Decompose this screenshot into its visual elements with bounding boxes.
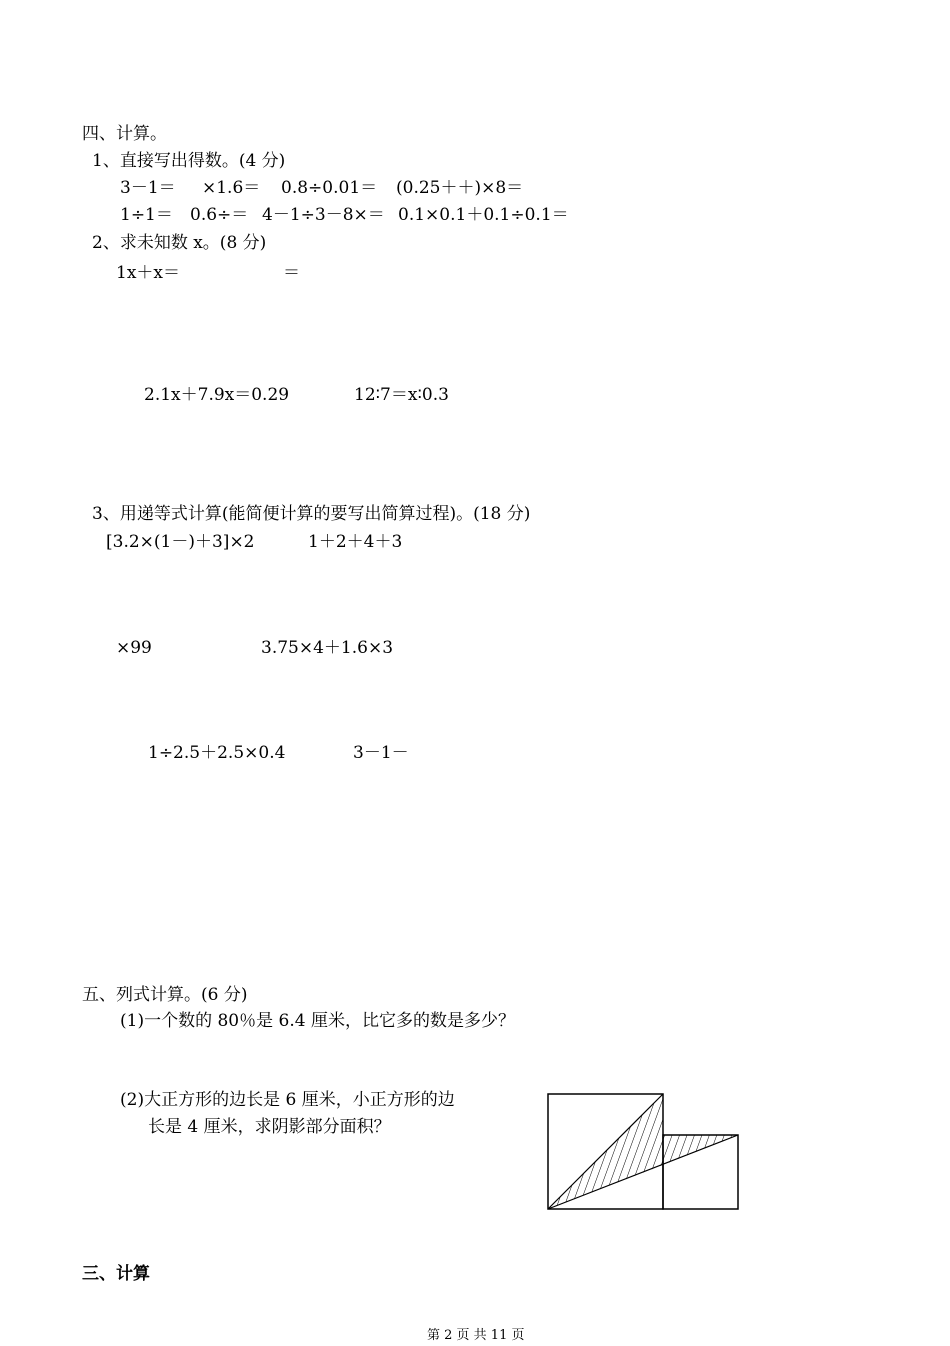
q2-equation-3: 2.1x＋7.9x＝0.29 [144, 385, 290, 405]
section-4-heading: 四、计算。 [82, 124, 167, 144]
q1-item-4: (0.25＋＋)×8＝ [396, 178, 524, 198]
q3-expression-2: 1＋2＋4＋3 [308, 532, 403, 552]
q2-equation-1: 1x＋x＝ [116, 263, 180, 283]
problem-1: (1)一个数的 80％是 6.4 厘米，比它多的数是多少？ [120, 1011, 515, 1031]
section-5-heading: 五、列式计算。(6 分) [82, 985, 248, 1005]
q1-item-5: 1÷1＝ [120, 205, 173, 225]
q1-item-3: 0.8÷0.01＝ [281, 178, 378, 198]
q3-expression-5: 1÷2.5＋2.5×0.4 [148, 743, 286, 763]
q2-equation-4: 12∶7＝x∶0.3 [354, 385, 449, 405]
section-3-heading: 三、计算 [82, 1264, 150, 1284]
q1-item-7: 4－1÷3－8×＝ [262, 205, 385, 225]
q2-equation-2: ＝ [283, 263, 300, 283]
q3-expression-3: ×99 [116, 638, 152, 658]
q1-item-2: ×1.6＝ [202, 178, 261, 198]
q3-title: 3、用递等式计算(能简便计算的要写出简算过程)。(18 分) [92, 504, 531, 524]
page-number: 第 2 页 共 11 页 [427, 1328, 525, 1343]
q1-title: 1、直接写出得数。(4 分) [92, 151, 286, 171]
problem-2-line-1: (2)大正方形的边长是 6 厘米，小正方形的边 [120, 1090, 455, 1110]
q1-item-8: 0.1×0.1＋0.1÷0.1＝ [398, 205, 569, 225]
squares-shaded-figure [546, 1092, 742, 1214]
q2-title: 2、求未知数 x。(8 分) [92, 233, 267, 253]
problem-2-line-2: 长是 4 厘米，求阴影部分面积？ [148, 1117, 391, 1137]
q1-item-6: 0.6÷＝ [190, 205, 249, 225]
q3-expression-6: 3－1－ [353, 743, 409, 763]
q1-item-1: 3－1＝ [120, 178, 176, 198]
q3-expression-1: [3.2×(1－)＋3]×2 [106, 532, 255, 552]
q3-expression-4: 3.75×4＋1.6×3 [261, 638, 394, 658]
